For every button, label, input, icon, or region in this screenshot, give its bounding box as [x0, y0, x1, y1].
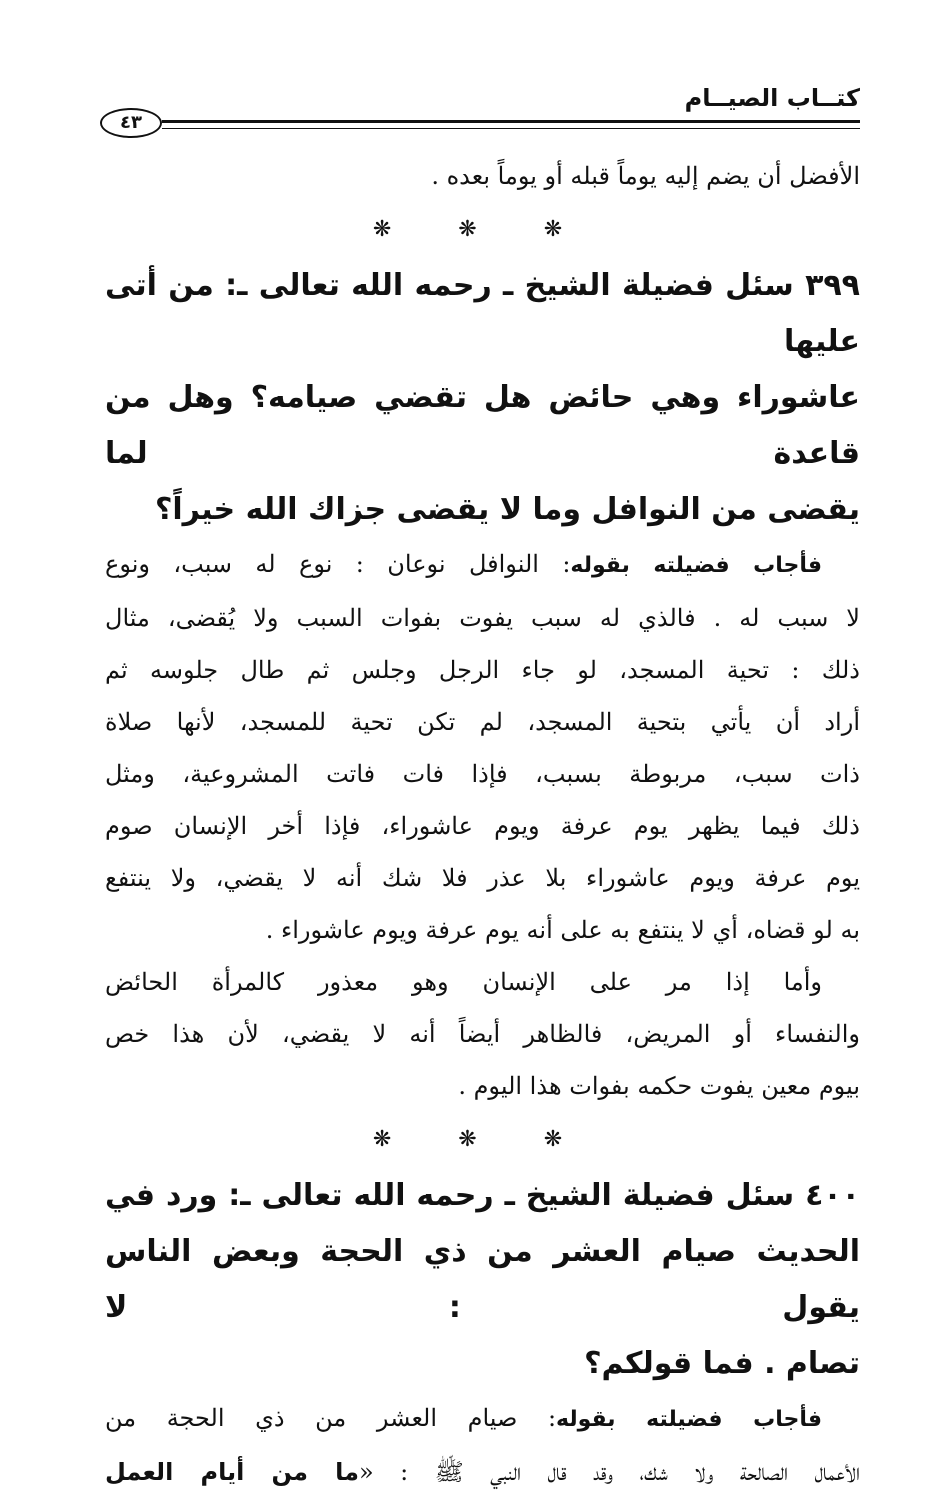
answer-lead: فأجاب فضيلته بقوله: [556, 1407, 822, 1432]
section-separator: ❋ ❋ ❋: [372, 217, 593, 242]
question-line: تصام . فما قولكم؟: [584, 1346, 860, 1381]
question-line: ٣٩٩ سئل فضيلة الشيخ ـ رحمه الله تعالى ـ: من أتى عليها: [105, 268, 860, 359]
answer-399: [105, 538, 860, 1112]
answer-line: [105, 1392, 860, 1446]
answer-text: الأعمال الصالحة ولا شك، وقد قال النبي ﷺ : «: [359, 1458, 861, 1486]
header-rule-thin: [162, 128, 860, 129]
section-separator: ❋ ❋ ❋: [372, 1127, 593, 1152]
answer-line: ذلك فيما يظهر يوم عرفة ويوم عاشوراء، فإذا أخر الإنسان صوم: [105, 812, 860, 840]
answer-line: وأما إذا مر على الإنسان وهو معذور كالمرأة الحائض: [105, 968, 822, 996]
question-line: الحديث صيام العشر من ذي الحجة وبعض الناس يقول : لا: [105, 1234, 860, 1325]
answer-line: ذات سبب، مربوطة بسبب، فإذا فات فاتت المشروعية، ومثل: [105, 760, 860, 788]
intro-line: الأفضل أن يضم إليه يوماً قبله أو يوماً بعده .: [431, 162, 860, 190]
answer-line: ذلك : تحية المسجد، لو جاء الرجل وجلس ثم طال جلوسه ثم: [105, 656, 860, 684]
answer-400: [105, 1392, 860, 1498]
question-line: يقضى من النوافل وما لا يقضى جزاك الله خيراً؟: [154, 492, 860, 527]
page-header: [100, 78, 860, 148]
answer-line: أراد أن يأتي بتحية المسجد، لم تكن تحية للمسجد، لأنها صلاة: [105, 708, 860, 736]
answer-text: : النوافل نوعان : نوع له سبب، ونوع: [105, 550, 571, 578]
answer-text: : صيام العشر من ذي الحجة من: [105, 1404, 557, 1432]
header-rule-thick: [162, 120, 860, 123]
answer-line: [105, 538, 860, 592]
page-number-badge: ٤٣: [100, 108, 162, 138]
answer-line: بيوم معين يفوت حكمه بفوات هذا اليوم .: [458, 1072, 860, 1100]
answer-line: لا سبب له . فالذي له سبب يفوت بفوات السبب ولا يُقضى، مثال: [105, 604, 860, 632]
question-399: [105, 258, 860, 538]
answer-line: [105, 1446, 860, 1498]
answer-lead: فأجاب فضيلته بقوله: [570, 553, 822, 578]
hadith-quote: ما من أيام العمل: [105, 1458, 360, 1486]
question-400: [105, 1168, 860, 1392]
page-body: [105, 150, 860, 1498]
question-line: ٤٠٠ سئل فضيلة الشيخ ـ رحمه الله تعالى ـ: ورد في: [105, 1178, 860, 1213]
answer-line: به لو قضاه، أي لا ينتفع به على أنه يوم عرفة ويوم عاشوراء .: [265, 916, 860, 944]
answer-line: والنفساء أو المريض، فالظاهر أيضاً أنه لا يقضي، لأن هذا خص: [105, 1020, 860, 1048]
running-title: كتــاب الصيــام: [684, 84, 860, 112]
question-line: عاشوراء وهي حائض هل تقضي صيامه؟ وهل من قاعدة لما: [105, 380, 860, 471]
answer-line: يوم عرفة ويوم عاشوراء بلا عذر فلا شك أنه لا يقضي، ولا ينتفع: [105, 864, 860, 892]
